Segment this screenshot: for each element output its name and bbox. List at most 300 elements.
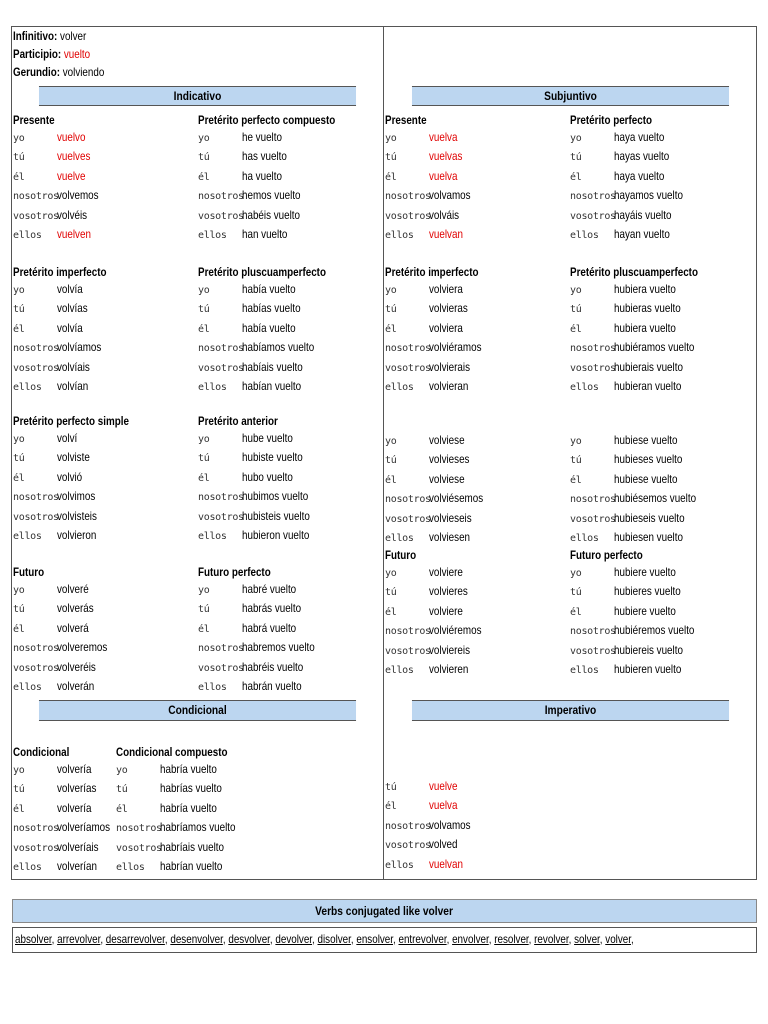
verb-form: habíamos vuelto [242, 340, 315, 355]
verb-form: volveré [57, 582, 89, 596]
pronoun: nosotros [570, 626, 616, 638]
pronoun: tú [198, 152, 210, 164]
verb-form: habríais vuelto [160, 839, 224, 854]
tense-row [13, 839, 99, 859]
verb-form: hubiere vuelto [614, 603, 676, 618]
pronoun: vosotros [13, 210, 59, 222]
like-verb-link[interactable]: desenvolver [170, 932, 223, 946]
pronoun: nosotros [570, 494, 616, 506]
pronoun: nosotros [13, 823, 59, 835]
verb-form: habrían vuelto [160, 858, 223, 873]
verb-form: volviéramos [429, 340, 482, 355]
pronoun: tú [13, 453, 25, 465]
verb-form: hubiereis vuelto [614, 642, 683, 657]
pronoun: tú [198, 453, 210, 465]
pronoun: tú [385, 304, 397, 316]
like-verbs-list [12, 927, 757, 953]
like-verb-link[interactable]: devolver [275, 932, 313, 946]
tense-title: Pretérito pluscuamperfecto [570, 265, 698, 279]
pronoun: tú [385, 152, 397, 164]
separator: , [350, 932, 357, 946]
pronoun: él [198, 623, 210, 635]
indicativo-header: Indicativo [39, 86, 356, 106]
verb-form: volvimos [57, 489, 96, 504]
like-verb-link[interactable]: arrevolver [57, 932, 101, 946]
verb-form: volvería [57, 762, 92, 776]
tense-sub-pluscuam [570, 262, 726, 398]
pronoun: ellos [570, 664, 599, 676]
tense-row [198, 340, 354, 359]
tense-sub-imperfecto [385, 262, 499, 398]
pronoun: vosotros [198, 210, 244, 222]
verb-form: volviera [429, 282, 463, 296]
verb-form: vuelva [429, 798, 458, 813]
verb-form: volviera [429, 320, 463, 335]
like-verb-link[interactable]: envolver [452, 932, 489, 946]
tense-ind-perf-comp [198, 110, 365, 246]
verb-form: habremos vuelto [242, 640, 315, 655]
pronoun: ellos [570, 381, 599, 393]
pronoun: tú [570, 587, 582, 599]
pronoun: tú [13, 784, 25, 796]
pronoun: vosotros [385, 645, 431, 657]
pronoun: vosotros [13, 662, 59, 674]
pronoun: vosotros [198, 362, 244, 374]
gerund-value: volviendo [62, 65, 105, 79]
verb-form: habré vuelto [242, 582, 297, 596]
tense-row [385, 301, 499, 320]
tense-row [385, 360, 499, 379]
verb-form: volvemos [57, 188, 99, 203]
tense-row [13, 149, 91, 168]
pronoun: él [13, 171, 25, 183]
tense-row [570, 584, 681, 603]
tense-row [570, 340, 726, 359]
verb-form: habías vuelto [242, 301, 301, 316]
pronoun: él [570, 171, 582, 183]
tense-title: Pretérito pluscuamperfecto [198, 265, 326, 279]
tense-row [570, 661, 682, 681]
verb-form: habían vuelto [242, 378, 302, 393]
imperativo-header: Imperativo [412, 700, 729, 721]
verb-form: hubiéramos vuelto [614, 340, 695, 355]
tense-title: Pretérito imperfecto [385, 265, 479, 279]
separator: , [222, 932, 229, 946]
tense-row [13, 301, 127, 320]
subjuntivo-header: Subjuntivo [412, 86, 729, 106]
verb-form: hubieran vuelto [614, 378, 682, 393]
tense-sub-perfecto [570, 110, 683, 246]
tense-title: Presente [385, 113, 427, 127]
condicional-header: Condicional [39, 700, 356, 721]
tense-row [13, 509, 154, 528]
pronoun: ellos [13, 861, 42, 873]
pronoun: vosotros [385, 840, 431, 852]
verb-form: volváis [429, 207, 460, 222]
verb-form: volvían [57, 378, 89, 393]
tense-ind-anterior [198, 411, 310, 547]
pronoun: él [570, 606, 582, 618]
verb-form: volví [57, 431, 78, 445]
verb-form: había vuelto [242, 320, 296, 335]
like-verb-link[interactable]: absolver [15, 932, 52, 946]
like-verb-link[interactable]: desvolver [228, 932, 270, 946]
pronoun: él [385, 171, 397, 183]
verb-form: habrías vuelto [160, 781, 222, 796]
tense-ind-imperfecto [13, 262, 127, 398]
like-verb-link[interactable]: revolver [534, 932, 569, 946]
pronoun: yo [570, 568, 582, 579]
pronoun: vosotros [570, 513, 616, 525]
tense-row [198, 379, 354, 398]
tense-title: Pretérito perfecto simple [13, 414, 129, 428]
tense-row [570, 188, 683, 207]
verb-form: hubiere vuelto [614, 565, 676, 579]
verb-form: volviéremos [429, 623, 482, 638]
verb-form: volvieras [429, 301, 468, 316]
info-divider [383, 26, 384, 86]
tense-title: Pretérito perfecto [570, 113, 653, 127]
tense-row [385, 340, 499, 359]
verb-form: volvieron [57, 527, 97, 542]
tense-row [385, 168, 458, 188]
verb-form: volviere [429, 565, 463, 579]
separator: , [100, 932, 106, 946]
tense-row [570, 360, 726, 379]
verb-form: volverán [57, 678, 95, 693]
tense-row [385, 130, 458, 149]
pronoun: ellos [116, 861, 145, 873]
tense-row [13, 601, 94, 620]
tense-row [198, 601, 302, 620]
verb-form: has vuelto [242, 149, 287, 164]
tense-row [116, 859, 252, 878]
verb-form: hayamos vuelto [614, 188, 683, 203]
pronoun: tú [570, 455, 582, 467]
separator: , [630, 932, 634, 946]
tense-row [13, 582, 89, 601]
verb-form: habría vuelto [160, 762, 217, 776]
pronoun: vosotros [13, 842, 59, 854]
tense-row [198, 582, 297, 601]
tense-sub-futuro [385, 545, 482, 681]
tense-ind-presente [13, 110, 99, 246]
pronoun: vosotros [198, 511, 244, 523]
tense-row [385, 623, 482, 642]
tense-row [13, 340, 127, 359]
tense-row [385, 603, 463, 623]
tense-row [570, 301, 726, 320]
verb-form: volveremos [57, 640, 108, 655]
pronoun: nosotros [13, 492, 59, 504]
verb-form: hubimos vuelto [242, 489, 309, 504]
tense-row [116, 781, 252, 800]
tense-row [198, 431, 295, 450]
pronoun: vosotros [198, 662, 244, 674]
tense-row [198, 301, 354, 320]
tense-row [198, 130, 365, 149]
pronoun: vosotros [116, 842, 162, 854]
verb-form: volverías [57, 781, 97, 796]
pronoun: ellos [570, 229, 599, 241]
verb-form: volvieres [429, 584, 468, 599]
participle-line: Participio: vuelto [13, 47, 91, 61]
pronoun: vosotros [13, 362, 59, 374]
verb-form: volverás [57, 601, 94, 616]
tense-row [385, 207, 460, 227]
tense-row [570, 603, 676, 623]
imperativo-row [385, 798, 565, 817]
pronoun: él [116, 803, 128, 815]
pronoun: ellos [13, 530, 42, 542]
verb-form: volviere [429, 603, 463, 618]
imperativo-row [385, 837, 565, 856]
imperativo-row [385, 779, 565, 798]
verb-form: volved [429, 837, 458, 852]
verb-form: hemos vuelto [242, 188, 301, 203]
like-verb-link[interactable]: desarrevolver [105, 932, 165, 946]
tense-row [116, 840, 252, 859]
pronoun: tú [385, 455, 397, 467]
tense-row [13, 470, 154, 489]
pronoun: nosotros [385, 343, 431, 355]
imperativo-row [385, 857, 565, 876]
pronoun: yo [198, 585, 210, 596]
pronoun: ellos [198, 681, 227, 693]
tense-row [13, 431, 154, 450]
pronoun: yo [13, 434, 25, 445]
tense-row [570, 642, 683, 662]
verb-form: habrán vuelto [242, 678, 302, 693]
tense-row [13, 858, 97, 878]
separator: , [51, 932, 58, 946]
tense-row [198, 678, 302, 698]
pronoun: tú [385, 587, 397, 599]
tense-row [13, 820, 111, 839]
infinitive-value: volver [60, 29, 87, 43]
pronoun: él [198, 323, 210, 335]
verb-form: habría vuelto [160, 800, 217, 815]
tense-row [570, 208, 670, 227]
verb-form: volveréis [57, 659, 96, 674]
like-verb-link[interactable]: solver [574, 932, 600, 946]
tense-row [198, 640, 315, 659]
verb-form: volvisteis [57, 508, 97, 523]
pronoun: ellos [13, 681, 42, 693]
verb-form: vuelvan [429, 856, 463, 871]
tense-row [570, 282, 726, 301]
pronoun: él [385, 323, 397, 335]
pronoun: nosotros [13, 643, 59, 655]
pronoun: tú [13, 304, 25, 316]
verb-form: volvamos [429, 817, 471, 832]
pronoun: vosotros [570, 210, 616, 222]
pronoun: tú [116, 784, 128, 796]
verb-form: volvieren [429, 661, 469, 676]
tense-row [198, 282, 354, 301]
tense-row [198, 450, 303, 469]
pronoun: ellos [198, 530, 227, 542]
tense-row [13, 640, 108, 659]
verb-form: habrás vuelto [242, 601, 302, 616]
tense-row [198, 188, 365, 207]
tense-row [116, 801, 252, 820]
verb-form: volvierais [429, 359, 471, 374]
pronoun: nosotros [385, 191, 431, 203]
verb-form: vuelves [57, 149, 91, 164]
pronoun: yo [198, 133, 210, 144]
verb-form: habréis vuelto [242, 659, 304, 674]
separator: , [269, 932, 276, 946]
pronoun: ellos [570, 532, 599, 544]
verb-form: habríamos vuelto [160, 820, 236, 835]
tense-row [570, 565, 676, 584]
tense-row [13, 489, 154, 508]
like-verb-link[interactable]: entrevolver [398, 932, 447, 946]
pronoun: ellos [385, 229, 414, 241]
verb-form: hubierais vuelto [614, 359, 683, 374]
tense-row [13, 528, 154, 547]
pronoun: ellos [13, 229, 42, 241]
tense-ind-pluscuam [198, 262, 354, 398]
verb-form: hubiese vuelto [614, 433, 678, 447]
verb-form: volvieran [429, 378, 469, 393]
verb-form: volvieseis [429, 510, 472, 525]
verb-form: vuelvas [429, 149, 463, 164]
verb-form: han vuelto [242, 226, 288, 241]
verb-form: vuelva [429, 168, 458, 183]
tense-row [198, 489, 309, 508]
pronoun: ellos [198, 381, 227, 393]
pronoun: nosotros [385, 626, 431, 638]
separator: , [312, 932, 318, 946]
pronoun: vosotros [385, 210, 431, 222]
pronoun: vosotros [385, 362, 431, 374]
verb-form: vuelve [57, 168, 86, 183]
pronoun: tú [13, 152, 25, 164]
verb-form: volverá [57, 620, 89, 635]
pronoun: yo [198, 434, 210, 445]
tense-row [570, 227, 670, 246]
separator: , [488, 932, 495, 946]
pronoun: nosotros [13, 343, 59, 355]
pronoun: yo [570, 133, 582, 144]
pronoun: nosotros [13, 191, 59, 203]
verb-form: vuelve [429, 779, 458, 793]
verb-form: hubiésemos vuelto [614, 491, 697, 506]
tense-title: Presente [13, 113, 55, 127]
tense-row [116, 762, 252, 781]
tense-sub-presente [385, 110, 471, 246]
verb-form: haya vuelto [614, 168, 665, 183]
pronoun: él [13, 472, 25, 484]
pronoun: tú [13, 604, 25, 616]
mood-divider [383, 86, 384, 700]
like-verb-link[interactable]: resolver [494, 932, 529, 946]
pronoun: ellos [13, 381, 42, 393]
separator: , [393, 932, 399, 946]
verb-form: he vuelto [242, 130, 282, 144]
imperativo-block [385, 779, 565, 876]
verb-form: vuelvo [57, 130, 86, 144]
verb-form: hubieren vuelto [614, 661, 682, 676]
pronoun: yo [570, 285, 582, 296]
like-verb-link[interactable]: ensolver [356, 932, 394, 946]
pronoun: ellos [198, 229, 227, 241]
verb-form: hayas vuelto [614, 149, 670, 164]
verb-form: volvías [57, 301, 88, 316]
tense-title: Pretérito perfecto compuesto [198, 113, 336, 127]
verb-form: hubieres vuelto [614, 584, 681, 599]
separator: , [446, 932, 453, 946]
tense-title: Futuro perfecto [198, 565, 271, 579]
verb-form: haya vuelto [614, 130, 665, 144]
tense-row [13, 659, 96, 679]
tense-title: Condicional compuesto [116, 745, 228, 759]
verb-form: volviste [57, 450, 90, 465]
pronoun: él [385, 474, 397, 486]
tense-row [13, 188, 99, 207]
participle-value: vuelto [63, 47, 91, 61]
verb-form: hubisteis vuelto [242, 508, 310, 523]
verb-form: vuelvan [429, 226, 463, 241]
verb-form: habíais vuelto [242, 359, 303, 374]
verb-form: hubiera vuelto [614, 282, 676, 296]
verb-form: volvíais [57, 359, 90, 374]
tense-ind-futuro-perf [198, 562, 315, 698]
verb-form: volvieses [429, 452, 470, 467]
verb-form: hubieras vuelto [614, 301, 681, 316]
verb-form: habéis vuelto [242, 207, 300, 222]
tense-title: Futuro [13, 565, 45, 579]
pronoun: vosotros [385, 513, 431, 525]
verb-form: volviereis [429, 642, 471, 657]
tense-ind-simple [13, 411, 154, 547]
pronoun: yo [385, 285, 397, 296]
tense-row [385, 584, 468, 603]
pronoun: nosotros [198, 643, 244, 655]
tense-row [13, 168, 86, 188]
tense-row [198, 508, 310, 528]
tense-row [385, 379, 499, 398]
pronoun: yo [385, 568, 397, 579]
tense-row [13, 360, 127, 379]
pronoun: nosotros [198, 343, 244, 355]
pronoun: vosotros [13, 511, 59, 523]
tense-cond-simple [13, 742, 111, 878]
pronoun: nosotros [116, 823, 162, 835]
pronoun: tú [198, 304, 210, 316]
tense-row [13, 620, 89, 640]
pronoun: nosotros [570, 191, 616, 203]
pronoun: él [198, 171, 210, 183]
verb-form: había vuelto [242, 282, 296, 296]
pronoun: él [570, 323, 582, 335]
tense-row [13, 678, 95, 698]
verb-form: vuelven [57, 226, 91, 241]
like-verb-link[interactable]: volver [605, 932, 631, 946]
pronoun: nosotros [570, 343, 616, 355]
tense-row [198, 659, 304, 679]
verb-form: volvía [57, 320, 83, 335]
pronoun: él [570, 474, 582, 486]
like-verbs-header: Verbs conjugated like volver [12, 899, 757, 923]
tense-title: Condicional [13, 745, 70, 759]
like-verb-link[interactable]: disolver [317, 932, 351, 946]
pronoun: ellos [385, 381, 414, 393]
tense-row [198, 527, 310, 547]
verb-form: hubieseis vuelto [614, 510, 685, 525]
